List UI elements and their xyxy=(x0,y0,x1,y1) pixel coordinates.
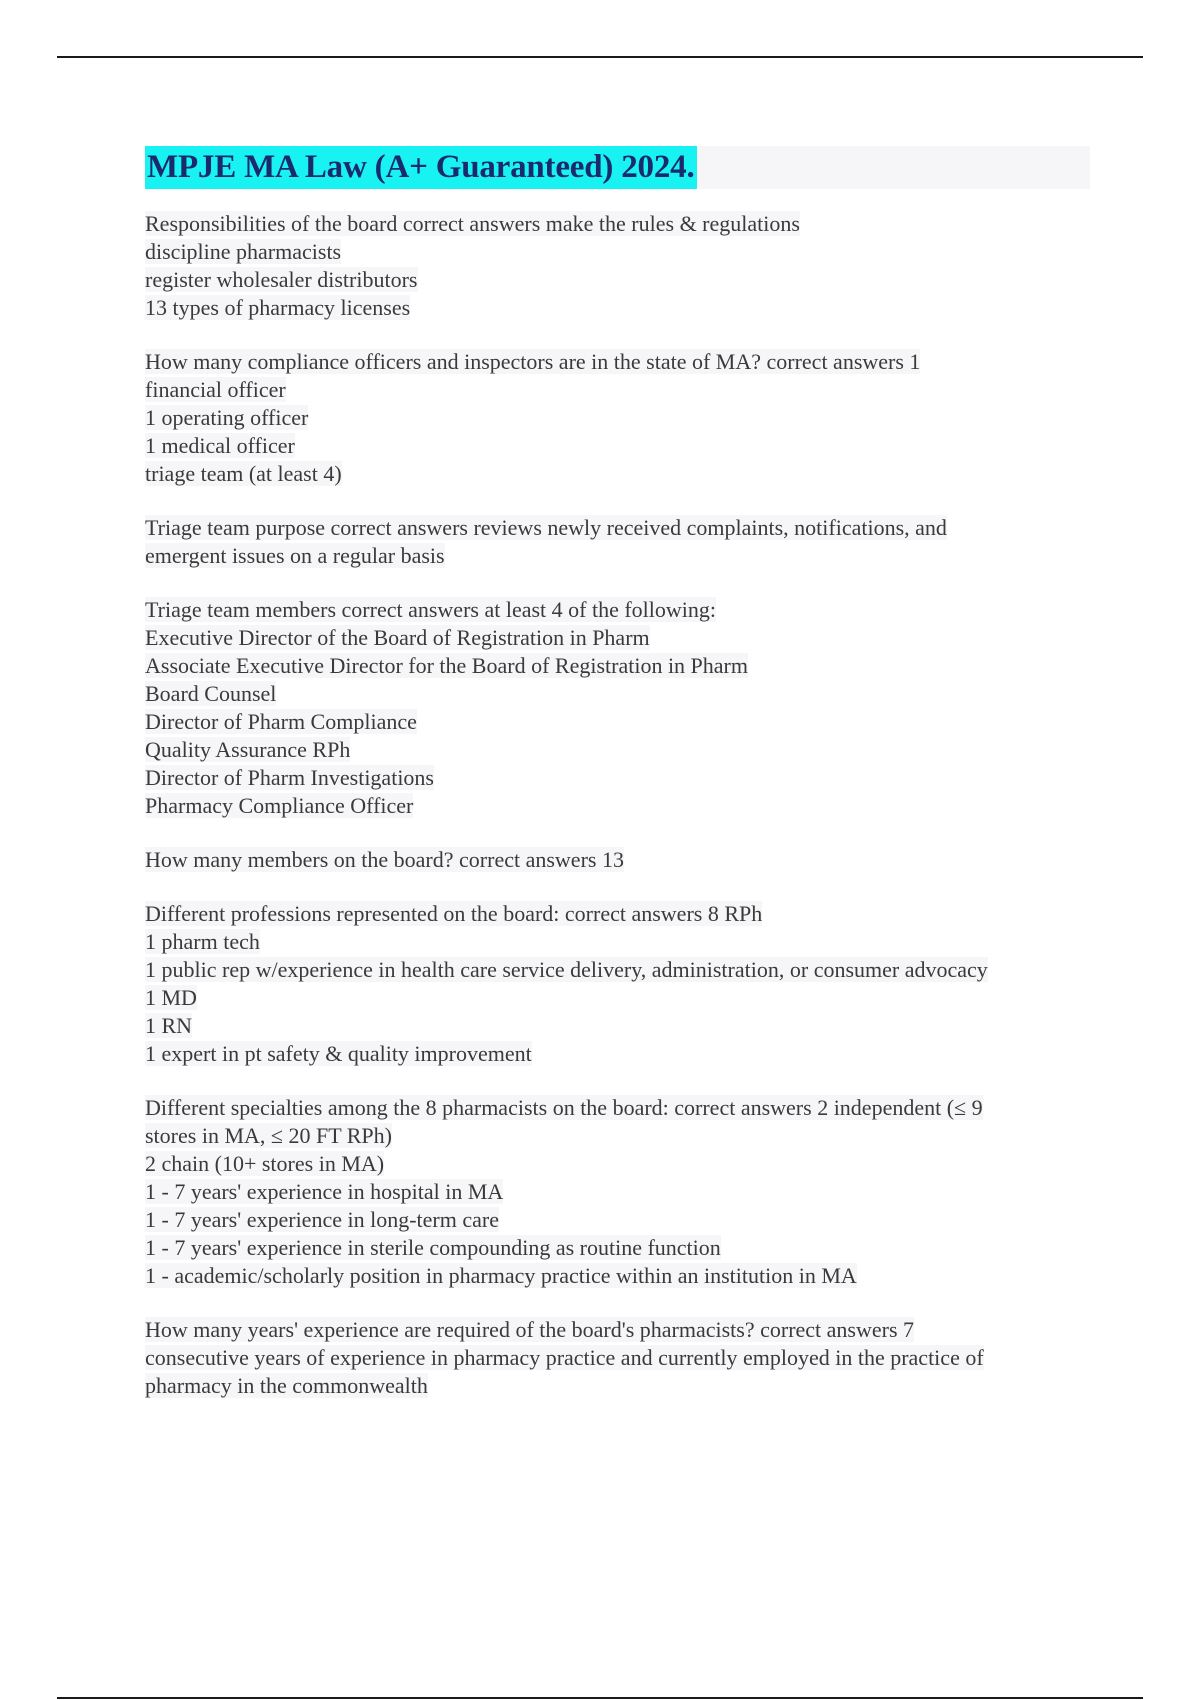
qa-line xyxy=(145,792,1090,820)
qa-line-text: Triage team purpose correct answers reviews newly received complaints, notifications, and xyxy=(145,515,947,540)
qa-line xyxy=(145,460,1090,488)
qa-line-text: Pharmacy Compliance Officer xyxy=(145,793,414,818)
qa-line-text: Different specialties among the 8 pharmacists on the board: correct answers 2 independent (≤ 9 xyxy=(145,1095,983,1120)
qa-block xyxy=(145,514,1090,570)
qa-line xyxy=(145,348,1090,376)
qa-line xyxy=(145,1094,1090,1122)
qa-line-text: Associate Executive Director for the Board of Registration in Pharm xyxy=(145,653,748,678)
qa-line-text: stores in MA, ≤ 20 FT RPh) xyxy=(145,1123,392,1148)
qa-line xyxy=(145,846,1090,874)
title-band xyxy=(145,146,1090,189)
bottom-rule xyxy=(57,1697,1143,1699)
qa-line xyxy=(145,1178,1090,1206)
qa-block xyxy=(145,900,1090,1068)
qa-line-text: 1 RN xyxy=(145,1013,193,1038)
qa-line xyxy=(145,764,1090,792)
qa-line-text: Responsibilities of the board correct answers make the rules & regulations xyxy=(145,211,800,236)
qa-line-text: How many compliance officers and inspectors are in the state of MA? correct answers 1 xyxy=(145,349,921,374)
qa-line-text: pharmacy in the commonwealth xyxy=(145,1373,428,1398)
qa-line-text: 1 operating officer xyxy=(145,405,309,430)
qa-line xyxy=(145,1316,1090,1344)
qa-line-text: 1 - academic/scholarly position in pharmacy practice within an institution in MA xyxy=(145,1263,857,1288)
qa-line xyxy=(145,736,1090,764)
qa-line-text: register wholesaler distributors xyxy=(145,267,418,292)
qa-line xyxy=(145,1012,1090,1040)
qa-line-text: emergent issues on a regular basis xyxy=(145,543,445,568)
qa-line xyxy=(145,652,1090,680)
qa-line-text: 1 public rep w/experience in health care service delivery, administration, or consumer advocacy xyxy=(145,957,988,982)
qa-line-text: 1 MD xyxy=(145,985,197,1010)
qa-block xyxy=(145,846,1090,874)
qa-line xyxy=(145,708,1090,736)
qa-line xyxy=(145,238,1090,266)
qa-line xyxy=(145,1262,1090,1290)
qa-line-text: financial officer xyxy=(145,377,286,402)
qa-block xyxy=(145,1316,1090,1400)
qa-line xyxy=(145,542,1090,570)
qa-list xyxy=(145,210,1090,1400)
qa-line xyxy=(145,294,1090,322)
qa-line xyxy=(145,624,1090,652)
qa-line-text: 1 pharm tech xyxy=(145,929,260,954)
qa-line-text: triage team (at least 4) xyxy=(145,461,342,486)
qa-line xyxy=(145,984,1090,1012)
qa-line-text: discipline pharmacists xyxy=(145,239,342,264)
qa-line xyxy=(145,1372,1090,1400)
qa-line-text: 2 chain (10+ stores in MA) xyxy=(145,1151,385,1176)
qa-line xyxy=(145,514,1090,542)
qa-line-text: 1 medical officer xyxy=(145,433,295,458)
qa-line-text: consecutive years of experience in pharmacy practice and currently employed in the practice of xyxy=(145,1345,984,1370)
qa-line xyxy=(145,404,1090,432)
qa-line-text: 1 - 7 years' experience in hospital in MA xyxy=(145,1179,504,1204)
qa-line-text: Director of Pharm Compliance xyxy=(145,709,417,734)
top-rule xyxy=(57,56,1143,58)
qa-block xyxy=(145,210,1090,322)
qa-line-text: 13 types of pharmacy licenses xyxy=(145,295,411,320)
qa-line xyxy=(145,1234,1090,1262)
document-body xyxy=(145,146,1090,1426)
qa-line-text: Triage team members correct answers at least 4 of the following: xyxy=(145,597,717,622)
qa-line xyxy=(145,266,1090,294)
qa-block xyxy=(145,348,1090,488)
qa-line xyxy=(145,1206,1090,1234)
qa-line xyxy=(145,1150,1090,1178)
qa-line-text: Different professions represented on the board: correct answers 8 RPh xyxy=(145,901,763,926)
qa-line xyxy=(145,596,1090,624)
qa-line xyxy=(145,900,1090,928)
qa-line xyxy=(145,210,1090,238)
document-title: MPJE MA Law (A+ Guaranteed) 2024. xyxy=(145,146,697,189)
qa-line xyxy=(145,1344,1090,1372)
qa-line-text: How many members on the board? correct answers 13 xyxy=(145,847,624,872)
qa-line-text: 1 - 7 years' experience in long-term care xyxy=(145,1207,499,1232)
qa-block xyxy=(145,1094,1090,1290)
qa-line xyxy=(145,956,1090,984)
qa-line xyxy=(145,928,1090,956)
qa-line-text: 1 expert in pt safety & quality improvement xyxy=(145,1041,532,1066)
qa-line-text: How many years' experience are required of the board's pharmacists? correct answers 7 xyxy=(145,1317,915,1342)
qa-line-text: Director of Pharm Investigations xyxy=(145,765,434,790)
qa-line xyxy=(145,432,1090,460)
qa-line xyxy=(145,680,1090,708)
qa-line xyxy=(145,1122,1090,1150)
qa-block xyxy=(145,596,1090,820)
qa-line-text: Quality Assurance RPh xyxy=(145,737,351,762)
qa-line xyxy=(145,376,1090,404)
qa-line-text: Board Counsel xyxy=(145,681,277,706)
qa-line xyxy=(145,1040,1090,1068)
qa-line-text: Executive Director of the Board of Registration in Pharm xyxy=(145,625,650,650)
qa-line-text: 1 - 7 years' experience in sterile compounding as routine function xyxy=(145,1235,721,1260)
